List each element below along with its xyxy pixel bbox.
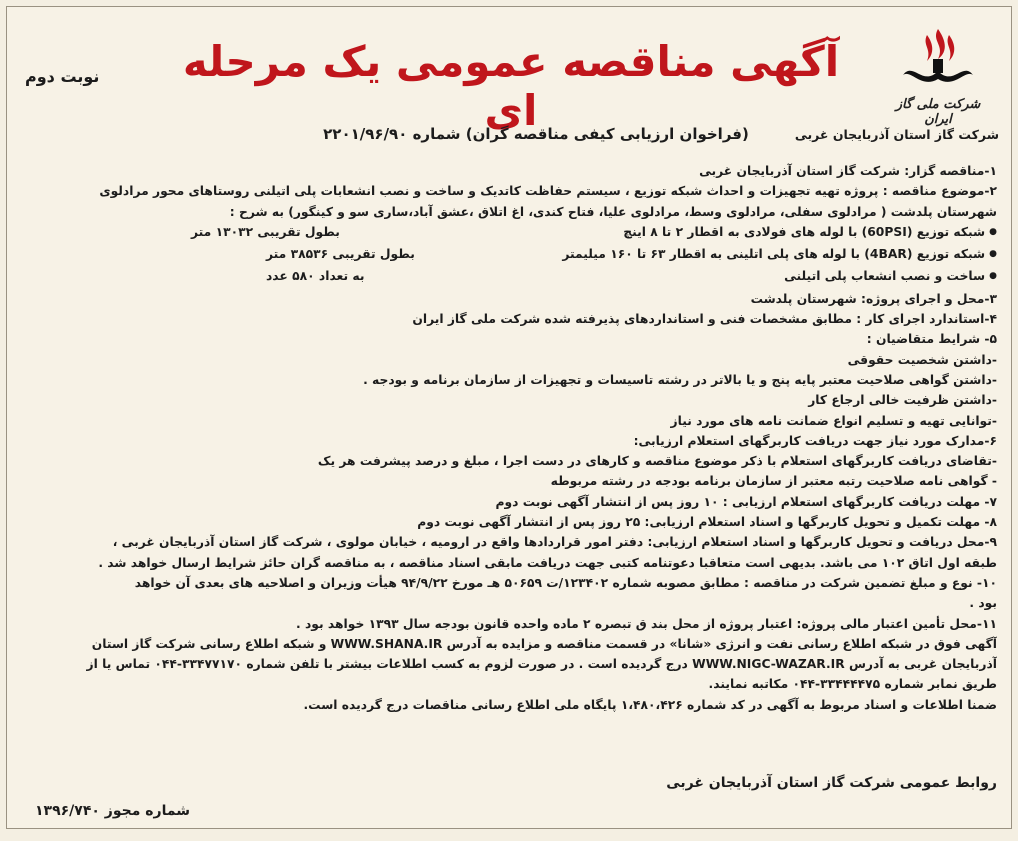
permit-number: شماره مجوز ۱۳۹۶/۷۴۰ <box>35 803 191 819</box>
notice-line: -داشتن ظرفیت خالی ارجاع کار <box>808 393 997 408</box>
notice-line <box>21 244 997 266</box>
nigc-logo <box>883 25 993 125</box>
length-value: بطول تقریبی ۱۳۰۳۲ متر <box>191 224 340 239</box>
notice-line: شهرستان پلدشت ( مرادلوی سفلی، مرادلوی وسط، مرادلوی علیا، فتاح کندی، اغ اتلاق ،عشق آباد،ساری سو و کینگور) به شرح : <box>229 204 997 219</box>
notice-line: ۲-موضوع مناقصه : پروژه تهیه تجهیزات و احداث شبکه توزیع ، سیستم حفاظت کاتدیک و ساخت و نصب انشعابات پلی اتیلنی روستاهای محور مرادلوی <box>99 184 997 199</box>
notice-line: طبقه اول اتاق ۱۰۲ می باشد. بدیهی است متعاقبا دعوتنامه کتبی جهت دریافت مابقی اسناد مناقصه ، به مناقصه گران حائز شرایط ارسال خواهد شد . <box>98 555 997 570</box>
notice-body <box>21 161 997 715</box>
notice-line: -داشتن گواهی صلاحیت معتبر پایه پنج و یا بالاتر در رشته تاسیسات و تجهیزات از سازمان برنامه و بودجه . <box>363 372 997 387</box>
notice-line: طریق نمابر شماره ۳۳۴۴۴۴۷۵-۰۴۴ مکاتبه نمایند. <box>708 677 997 692</box>
bullet-item: ● شبکه توزیع (60PSI) با لوله های فولادی به اقطار ۲ تا ۸ اینچ <box>623 225 997 239</box>
company-name: شرکت گاز استان آذربایجان غربی <box>794 127 999 142</box>
notice-line: ۴-استاندارد اجرای کار : مطابق مشخصات فنی و استانداردهای پذیرفته شده شرکت ملی گاز ایران <box>412 312 997 327</box>
notice-line: آذربایجان غربی به آدرس WWW.NIGC-WAZAR.IR درج گردیده است . در صورت لزوم به کسب اطلاعات بیشتر با تلفن شماره ۳۳۴۷۷۱۷۰-۰۴۴ تماس یا از <box>86 657 997 672</box>
round-label: نوبت دوم <box>25 67 100 86</box>
notice-line <box>21 266 997 288</box>
notice-line: ضمنا اطلاعات و اسناد مربوط به آگهی در کد شماره ۱،۴۸۰،۴۲۶ پایگاه ملی اطلاع رسانی مناقصات درج گردیده است. <box>303 697 997 712</box>
tender-notice <box>6 6 1012 829</box>
notice-line: - گواهی نامه صلاحیت رتبه معتبر از سازمان برنامه بودجه در رشته مربوطه <box>550 474 997 489</box>
notice-line: ۶-مدارک مورد نیاز جهت دریافت کاربرگهای استعلام ارزیابی: <box>633 433 997 448</box>
notice-line <box>21 222 997 244</box>
notice-line: ۱-مناقصه گزار: شرکت گاز استان آذربایجان غربی <box>699 164 997 178</box>
notice-line: -توانایی تهیه و تسلیم انواع ضمانت نامه های مورد نیاز <box>670 413 997 428</box>
notice-line: -داشتن شخصیت حقوقی <box>847 352 997 367</box>
notice-line: ۷- مهلت دریافت کاربرگهای استعلام ارزیابی : ۱۰ روز پس از انتشار آگهی نوبت دوم <box>495 494 997 509</box>
notice-line: آگهی فوق در شبکه اطلاع رسانی نفت و انرژی «شانا» در قسمت مناقصه و مزایده به آدرس WWW.SHANA.IR و شبکه اطلاع رسانی شرکت گاز استان <box>91 636 997 651</box>
notice-line: ۳-محل و اجرای پروژه: شهرستان پلدشت <box>750 291 997 306</box>
notice-line: ۹-محل دریافت و تحویل کاربرگها و اسناد استعلام ارزیابی: دفتر امور قراردادها واقع در ارومیه ، خیابان مولوی ، شرکت گاز استان آذربایجان غربی ، <box>112 535 997 550</box>
bullet-item: ● شبکه توزیع (4BAR) با لوله های پلی اتلینی به اقطار ۶۳ تا ۱۶۰ میلیمتر <box>562 247 997 261</box>
page-subtitle: (فراخوان ارزیابی کیفی مناقصه گران) شماره ۲۲۰۱/۹۶/۹۰ <box>323 125 749 143</box>
length-value: بطول تقریبی ۳۸۵۳۶ متر <box>266 247 415 262</box>
page-title: آگهی مناقصه عمومی یک مرحله ای <box>182 37 840 135</box>
notice-line: ۵- شرایط متقاضیان : <box>866 332 997 347</box>
notice-line: بود . <box>969 596 997 611</box>
notice-line: ۱۱-محل تأمین اعتبار مالی پروژه: اعتبار پروژه از محل بند ق تبصره ۲ ماده واحده قانون بودجه سال ۱۳۹۳ خواهد بود . <box>296 616 997 631</box>
signature: روابط عمومی شرکت گاز استان آذربایجان غربی <box>666 775 997 791</box>
bullet-item: ● ساخت و نصب انشعاب پلی اتیلنی <box>784 269 997 283</box>
nigc-flame-logo-icon <box>893 25 983 97</box>
logo-caption: شرکت ملی گاز ایران <box>895 97 981 127</box>
notice-line: ۸- مهلت تکمیل و تحویل کاربرگها و اسناد استعلام ارزیابی: ۲۵ روز پس از انتشار آگهی نوبت دوم <box>417 515 997 530</box>
notice-line: -تقاضای دریافت کاربرگهای استعلام با ذکر موضوع مناقصه و کارهای در دست اجرا ، مبلغ و درصد پیشرفت هر یک <box>317 454 997 469</box>
notice-line: ۱۰- نوع و مبلغ تضمین شرکت در مناقصه : مطابق مصوبه شماره ۱۲۳۴۰۲/ت ۵۰۶۵۹ هـ مورخ ۹۴/۹/۲۲ هیأت وزیران و اصلاحیه های بعدی آن خواهد <box>134 575 997 590</box>
count-value: به تعداد ۵۸۰ عدد <box>266 269 365 284</box>
